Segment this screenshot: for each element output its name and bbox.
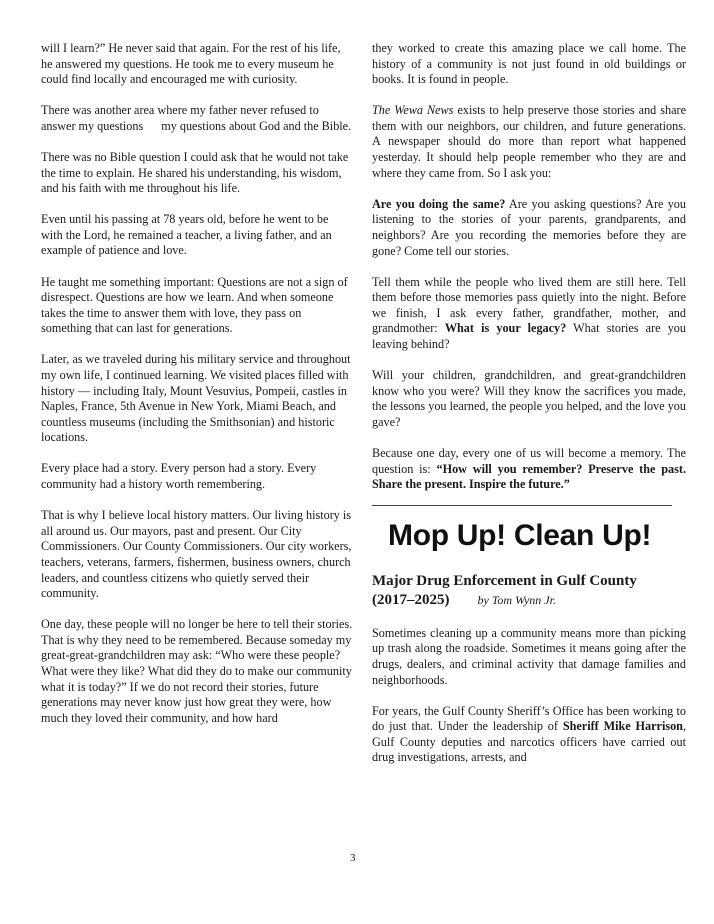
paragraph: Sometimes cleaning up a community means more than picking up trash along the roadside. Sometimes it means going after the drugs, dealers, and criminal activity that damage families and neighborhoods. bbox=[372, 625, 686, 687]
paragraph-text: What stories are you leaving behind? bbox=[372, 321, 686, 351]
paragraph: Even until his passing at 78 years old, before he went to be with the Lord, he remained a teacher, a living father, and an example of patience and love. bbox=[41, 212, 332, 258]
closing-quote: “How will you remember? Preserve the past. Share the present. Inspire the future.” bbox=[372, 461, 686, 492]
paragraph-text: , Gulf County deputies and narcotics officers have carried out drug investigations, arrests, and bbox=[372, 719, 686, 765]
article-title-line: Major Drug Enforcement in Gulf County bbox=[372, 572, 637, 589]
byline: by Tom Wynn Jr. bbox=[477, 592, 556, 607]
paragraph: they worked to create this amazing place we call home. The history of a community is not just found in old buildings or books. It is found in people. bbox=[372, 41, 686, 87]
article-title-line: (2017–2025) bbox=[372, 591, 450, 608]
paragraph: will I learn?” He never said that again. For the rest of his life, he answered my questions. He took me to every museum he could find locally and encouraged me with curiosity. bbox=[41, 41, 341, 87]
paragraph bbox=[372, 275, 686, 353]
paragraph-text: Because one day, every one of us will become a memory. The question is: bbox=[372, 445, 686, 476]
paragraph-text: Tell them while the people who lived them are still here. Tell them before those memories pass quietly into the night. Before we finish, I ask every father, grandfather, mother, and grandmother: bbox=[372, 274, 686, 336]
bold-question: Are you doing the same? bbox=[372, 196, 506, 211]
sheriff-name: Sheriff Mike Harrison bbox=[562, 719, 683, 734]
article-title bbox=[372, 572, 686, 610]
paragraph bbox=[372, 446, 686, 493]
paragraph-text: exists to help preserve those stories and share them with our neighbors, our children, and future generations. A newspaper should do more than report what happened yesterday. It should help people remember who they are and where they came from. So I ask you: bbox=[372, 103, 687, 180]
paragraph: There was no Bible question I could ask that he would not take the time to explain. He shared his understanding, his wisdom, and his faith with me throughout his life. bbox=[41, 149, 349, 196]
paragraph-text: There was another area where my father never refused to answer my questions bbox=[41, 103, 319, 133]
newspaper-name: The Wewa News bbox=[372, 103, 454, 118]
paragraph-text: my questions about God and the Bible. bbox=[161, 118, 352, 133]
paragraph: Every place had a story. Every person had a story. Every community had a history worth remembering. bbox=[41, 461, 317, 492]
paragraph: He taught me something important: Questions are not a sign of disrespect. Questions are how we learn. And when someone takes the time to answer them with love, they pass on something that can last for generations. bbox=[41, 274, 348, 336]
paragraph-text: Are you asking questions? Are you listening to the stories of your parents, grandparents, and neighbors? Are you recording the memories before they are gone? Come tell our stories. bbox=[372, 196, 686, 258]
section-divider bbox=[372, 505, 672, 506]
paragraph: One day, these people will no longer be here to tell their stories. That is why they need to be remembered. Because someday my great-great-grandchildren may ask: “Who were these people? What were they like? What did they do to make our community what it is today?” If we do not record their stories, future generations may never know just how great they were, how much they loved their community, and how hard bbox=[41, 617, 353, 725]
paragraph bbox=[372, 103, 686, 181]
paragraph: Will your children, grandchildren, and great-grandchildren know who you were? Will they know the sacrifices you made, the lessons you learned, the people you helped, and the love you gave? bbox=[372, 368, 686, 429]
paragraph-text: For years, the Gulf County Sheriff’s Office has been working to do just that. Under the leadership of bbox=[372, 703, 686, 734]
right-column bbox=[372, 41, 686, 782]
paragraph: Later, as we traveled during his military service and throughout my own life, I continued learning. We visited places filled with history — including Italy, Mount Vesuvius, Pompeii, castles in Naples, France, 5th Avenue in New York, Miami Beach, and countless museums (including the Smithsonian) and historic locations. bbox=[41, 352, 351, 445]
bold-question: What is your legacy? bbox=[444, 321, 567, 336]
paragraph: That is why I believe local history matters. Our living history is all around us. Our mayors, past and present. Our City Commissioners. Our County Commissioners. Our city workers, teachers, veterans, farmers, fishermen, business owners, church leaders, and countless citizens who quietly served their community. bbox=[41, 508, 352, 601]
paragraph bbox=[372, 197, 686, 259]
page-number: 3 bbox=[350, 852, 356, 864]
paragraph bbox=[41, 103, 353, 134]
left-column bbox=[41, 41, 353, 742]
section-headline: Mop Up! Clean Up! bbox=[388, 518, 652, 552]
paragraph bbox=[372, 704, 686, 766]
